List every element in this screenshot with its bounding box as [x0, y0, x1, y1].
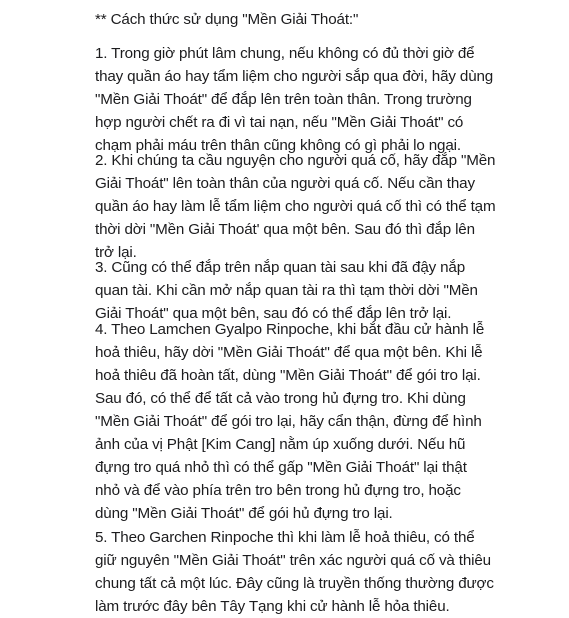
instruction-paragraph-1: 1. Trong giờ phút lâm chung, nếu không có đủ thời giờ để thay quần áo hay tẩm liệm cho người sắp qua đời, hãy dùng "Mền Giải Thoát" để đắp lên trên toàn thân. Trong trường hợp người chết ra đi vì tai nạn, nếu "Mền Giải Thoát" có chạm phải máu trên thân cũng không có gì phải lo ngại.	[95, 45, 494, 154]
instruction-paragraph-4: 4. Theo Lamchen Gyalpo Rinpoche, khi bắt đầu cử hành lễ hoả thiêu, hãy dời "Mền Giải Thoát" để qua một bên. Khi lễ hoả thiêu đã hoàn tất, dùng "Mền Giải Thoát" để gói tro lại. Sau đó, có thể để tất cả vào trong hủ đựng tro. Khi dùng "Mền Giải Thoát" để gói tro lại, hãy cẩn thận, đừng để hình ảnh của vị Phật [Kim Cang] nằm úp xuống dưới. Nếu hũ đựng tro quá nhỏ thì có thể gấp "Mền Giải Thoát" lại thật nhỏ và để vào phía trên tro bên trong hủ đựng tro, hoặc dùng "Mền Giải Thoát" để gói hủ đựng tro lại.	[95, 321, 485, 522]
note-heading: ** Cách thức sử dụng "Mền Giải Thoát:"	[95, 11, 359, 28]
instruction-paragraph-5: 5. Theo Garchen Rinpoche thì khi làm lễ hoả thiêu, có thể giữ nguyên "Mền Giải Thoát" trên xác người quá cố và thiêu chung tất cả một lúc. Đây cũng là truyền thống thường được làm trước đây bên Tây Tạng khi cử hành lễ hỏa thiêu.	[95, 529, 494, 615]
instruction-paragraph-3: 3. Cũng có thể đắp trên nắp quan tài sau khi đã đậy nắp quan tài. Khi cần mở nắp quan tài ra thì tạm thời dời "Mền Giải Thoát" qua một bên, sau đó có thể đắp lên trở lại.	[95, 259, 478, 322]
instruction-paragraph-2: 2. Khi chúng ta cầu nguyện cho người quá cố, hãy đắp "Mền Giải Thoát" lên toàn thân của người quá cố. Nếu cần thay quần áo hay làm lễ tẩm liệm cho người quá cố thì có thể tạm thời dời "Mền Giải Thoát' qua một bên. Sau đó thì đắp lên trở lại.	[95, 152, 496, 261]
